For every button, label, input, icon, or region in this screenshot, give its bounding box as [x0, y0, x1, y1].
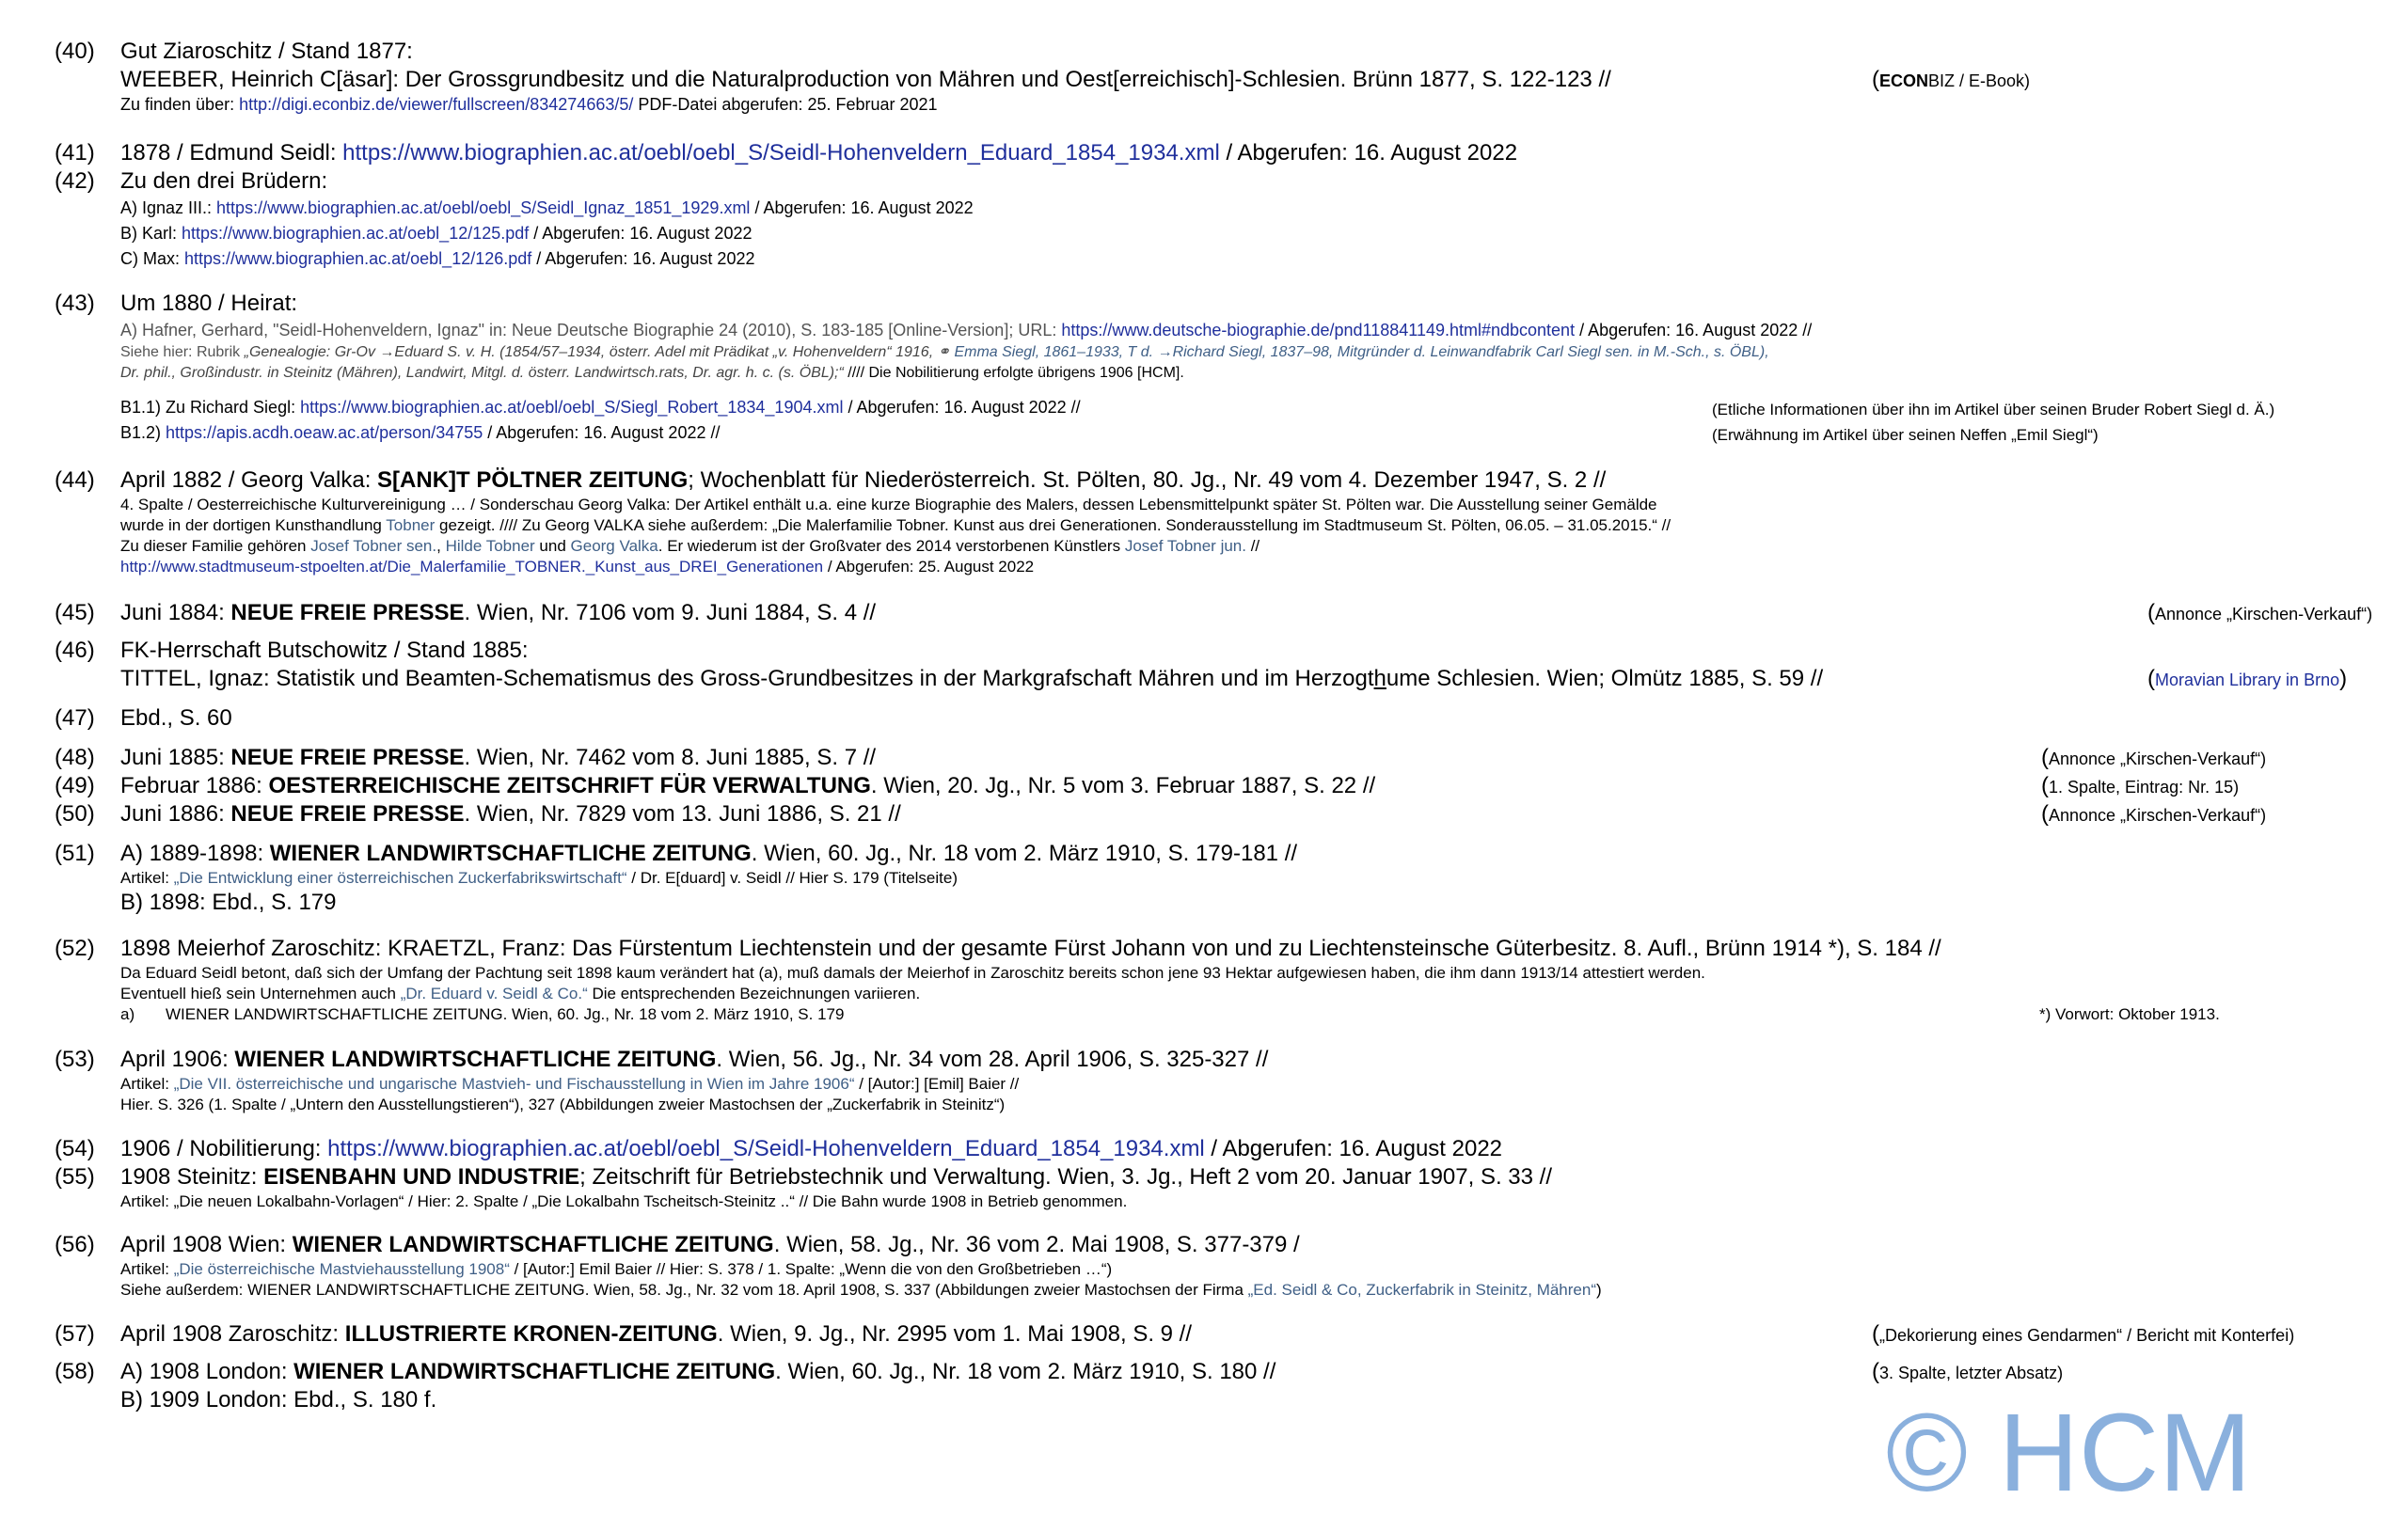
source-note: [1872, 66, 2030, 95]
side-note-paren: (: [2041, 773, 2049, 798]
genealogy-quote: Dr. phil., Großindustr. in Steinitz (Mähren), Landwirt, Mitgl. d. österr. Landwirtsch.rats, Dr. agr. h. c. (s. ÖBL);“: [120, 365, 844, 381]
footnote-text: April 1882 / Georg Valka:: [120, 467, 378, 493]
side-note: *) Vorwort: Oktober 1913.: [2039, 1005, 2220, 1023]
footnote-number: (45): [55, 600, 95, 625]
access-date: / Abgerufen: 16. August 2022: [1219, 140, 1518, 166]
note-text: //// Die Nobilitierung erfolgte übrigens 1906 [HCM].: [843, 365, 1184, 381]
side-note: [2147, 599, 2372, 628]
citation-text: . Wien, 60. Jg., Nr. 18 vom 2. März 1910, S. 179-181 //: [751, 841, 1298, 866]
side-note-paren: (: [2041, 745, 2049, 770]
access-date: / Abgerufen: 16. August 2022: [1204, 1136, 1503, 1161]
footnote-text: A) 1889-1898:: [120, 841, 270, 866]
side-note-paren: (: [1872, 1359, 1879, 1384]
stadtmuseum-link[interactable]: http://www.stadtmuseum-stpoelten.at/Die_Malerfamilie_TOBNER._Kunst_aus_DREI_Generationen: [120, 558, 824, 576]
citation-text: TITTEL, Ignaz: Statistik und Beamten-Schematismus des Gross-Grundbesitzes in der Markgrafschaft Mähren und im Herzogt: [120, 666, 1374, 691]
newspaper-title: WIENER LANDWIRTSCHAFTLICHE ZEITUNG: [234, 1047, 717, 1072]
citation-text: ume Schlesien. Wien; Olmütz 1885, S. 59 //: [1386, 666, 1824, 691]
journal-title: EISENBAHN UND INDUSTRIE: [263, 1164, 580, 1190]
footnote-text: 1906 / Nobilitierung:: [120, 1136, 328, 1161]
side-note: [2041, 744, 2266, 773]
article-link[interactable]: „Die VII. österreichische und ungarische Mastvieh- und Fischausstellung in Wien im Jahre 1906“: [173, 1075, 855, 1093]
copyright-watermark: © HCM: [1886, 1391, 2252, 1515]
footnote-number: (48): [55, 745, 95, 770]
footnote-number: (56): [55, 1232, 95, 1257]
footnote-text: FK-Herrschaft Butschowitz / Stand 1885:: [120, 638, 529, 663]
side-note-paren: (: [2147, 600, 2155, 625]
footnote-number: (49): [55, 773, 95, 798]
ignaz-link[interactable]: https://www.biographien.ac.at/oebl/oebl_S/Seidl_Ignaz_1851_1929.xml: [216, 198, 751, 217]
side-note-text: Annonce „Kirschen-Verkauf“): [2049, 750, 2267, 768]
access-date: PDF-Datei abgerufen: 25. Februar 2021: [633, 95, 938, 114]
side-note-text: Annonce „Kirschen-Verkauf“): [2049, 806, 2267, 825]
newspaper-title: S[ANK]T PÖLTNER ZEITUNG: [377, 467, 689, 493]
footnote-text: Juni 1886:: [120, 801, 231, 827]
footnote-text: 1908 Steinitz:: [120, 1164, 264, 1190]
access-date: / Abgerufen: 16. August 2022: [531, 249, 755, 268]
deutsche-biographie-link[interactable]: https://www.deutsche-biographie.de/pnd118841149.html#ndbcontent: [1061, 321, 1576, 339]
footnote-text: April 1906:: [120, 1047, 235, 1072]
citation-text: . Wien, 56. Jg., Nr. 34 vom 28. April 1906, S. 325-327 //: [716, 1047, 1269, 1072]
access-date: / Abgerufen: 16. August 2022: [529, 224, 752, 243]
side-note: (Etliche Informationen über ihn im Artikel über seinen Bruder Robert Siegl d. Ä.): [1712, 401, 2275, 418]
note-text: Artikel:: [120, 869, 174, 887]
citation-text: . Wien, 58. Jg., Nr. 36 vom 2. Mai 1908, S. 377-379 /: [773, 1232, 1300, 1257]
newspaper-title: NEUE FREIE PRESSE: [230, 600, 465, 625]
citation-text: ; Zeitschrift für Betriebstechnik und Verwaltung. Wien, 3. Jg., Heft 2 vom 20. Januar 1907, S. 33 //: [579, 1164, 1552, 1190]
citation-text: . Wien, 60. Jg., Nr. 18 vom 2. März 1910, S. 180 //: [775, 1359, 1276, 1384]
genealogy-link-text: Emma Siegl, 1861–1933, T d. →Richard Siegl, 1837–98, Mitgründer d. Leinwandfabrik Carl Siegl sen. in M.-Sch., s. ÖBL),: [954, 344, 1769, 360]
source-note-paren: (: [1872, 67, 1879, 92]
citation-text: . Wien, Nr. 7106 vom 9. Juni 1884, S. 4 //: [464, 600, 877, 625]
note-text: wurde in der dortigen Kunsthandlung: [120, 516, 387, 534]
source-note-rest: BIZ / E-Book): [1928, 71, 2031, 90]
footnote-number: (52): [55, 936, 95, 961]
citation-text: A) Hafner, Gerhard, "Seidl-Hohenveldern, Ignaz" in: Neue Deutsche Biographie 24 (2010), S. 183-185 [Online-Version]; URL:: [120, 321, 1062, 339]
note-text: / Dr. E[duard] v. Seidl // Hier S. 179 (Titelseite): [626, 869, 958, 887]
side-note-text: „Dekorierung eines Gendarmen“ / Bericht mit Konterfei): [1879, 1326, 2295, 1345]
newspaper-title: WIENER LANDWIRTSCHAFTLICHE ZEITUNG: [292, 1232, 774, 1257]
note-text: 4. Spalte / Oesterreichische Kulturvereinigung … / Sonderschau Georg Valka: Der Artikel enthält u.a. eine kurze Biographie des Malers, dessen Lebensmittelpunkt später St. Pölten war. Die Ausstellung seiner Gemälde: [120, 496, 1657, 513]
note-text: Artikel: „Die neuen Lokalbahn-Vorlagen“ / Hier: 2. Spalte / „Die Lokalbahn Tscheitsch-Steinitz ..“ // Die Bahn wurde 1908 in Betrieb genommen.: [120, 1192, 1128, 1210]
note-text: WIENER LANDWIRTSCHAFTLICHE ZEITUNG. Wien, 60. Jg., Nr. 18 vom 2. März 1910, S. 179: [166, 1005, 845, 1023]
footnote-number: (54): [55, 1136, 95, 1161]
footnote-number: (41): [55, 140, 95, 166]
access-prefix: Zu finden über:: [120, 95, 240, 114]
side-note: [2147, 665, 2347, 694]
side-note-paren: (: [2041, 801, 2049, 827]
side-note-paren: ): [2339, 666, 2348, 691]
citation-text: ; Wochenblatt für Niederösterreich. St. Pölten, 80. Jg., Nr. 49 vom 4. Dezember 1947, S. 2 //: [688, 467, 1607, 493]
citation-text: WEEBER, Heinrich C[äsar]: Der Grossgrundbesitz und die Naturalproduction von Mähren und Oest[erreichisch]-Schlesien. Brünn 1877, S. 122-123 //: [120, 67, 1611, 92]
citation-text: . Wien, Nr. 7829 vom 13. Juni 1886, S. 21 //: [464, 801, 901, 827]
footnote-text: April 1908 Wien:: [120, 1232, 293, 1257]
article-link[interactable]: „Die Entwicklung einer österreichischen Zuckerfabrikswirtschaft“: [173, 869, 627, 887]
moravian-library-link[interactable]: Moravian Library in Brno: [2155, 671, 2340, 689]
note-text: . Er wiederum ist der Großvater des 2014 verstorbenen Künstlers: [657, 537, 1125, 555]
footnote-number: (42): [55, 168, 95, 194]
side-note: (Erwähnung im Artikel über seinen Neffen „Emil Siegl“): [1712, 426, 2099, 444]
side-note-paren: (: [1872, 1321, 1879, 1347]
side-note-paren: (: [2147, 666, 2155, 691]
footnote-number: (46): [55, 638, 95, 663]
note-text: Zu dieser Familie gehören: [120, 537, 311, 555]
item-label: A) Ignaz III.:: [120, 198, 217, 217]
max-link[interactable]: https://www.biographien.ac.at/oebl_12/126.pdf: [184, 249, 532, 268]
footnote-number: (50): [55, 801, 95, 827]
footnote-number: (58): [55, 1359, 95, 1384]
footnote-text: Zu den drei Brüdern:: [120, 168, 328, 194]
source-note-bold: ECON: [1879, 71, 1929, 90]
access-date: / Abgerufen: 16. August 2022: [750, 198, 974, 217]
footnote-number: (43): [55, 291, 95, 316]
footnote-number: (51): [55, 841, 95, 866]
note-text: Da Eduard Seidl betont, daß sich der Umfang der Pachtung seit 1898 kaum verändert hat (a), muß damals der Meierhof in Zaroschitz bereits schon jene 93 Hektar aufgewiesen haben, die ihm dann 1913/14 attestiert werden.: [120, 964, 1705, 982]
footnote-number: (57): [55, 1321, 95, 1347]
footnote-number: (53): [55, 1047, 95, 1072]
item-label: B1.2): [120, 423, 166, 442]
note-text: Siehe hier: Rubrik: [120, 344, 245, 360]
access-date: / Abgerufen: 16. August 2022 //: [1575, 321, 1813, 339]
genealogy-quote: „Genealogie: Gr-Ov →Eduard S. v. H. (1854/57–1934, österr. Adel mit Prädikat „v. Hohenveldern“ 1916, ⚭: [244, 344, 955, 360]
side-note: [2041, 800, 2266, 829]
person-link[interactable]: Josef Tobner sen.: [310, 537, 437, 555]
separator: ,: [436, 537, 446, 555]
footnote-text: Februar 1886:: [120, 773, 269, 798]
note-text: gezeigt. //// Zu Georg VALKA siehe außerdem: „Die Malerfamilie Tobner. Kunst aus drei Generationen. Sonderausstellung im Stadtmuseum St. Pölten, 06.05. – 31.05.2015.“ //: [435, 516, 1671, 534]
side-note: [2041, 772, 2239, 801]
footnote-text: Juni 1885:: [120, 745, 231, 770]
tobner-link[interactable]: Tobner: [386, 516, 436, 534]
richard-siegl-link[interactable]: https://www.biographien.ac.at/oebl/oebl_S/Siegl_Robert_1834_1904.xml: [300, 398, 844, 417]
footnote-access: [120, 94, 2350, 116]
access-date: / Abgerufen: 16. August 2022 //: [843, 398, 1081, 417]
citation-text: . Wien, 20. Jg., Nr. 5 vom 3. Februar 1887, S. 22 //: [870, 773, 1376, 798]
note-text: Siehe außerdem: WIENER LANDWIRTSCHAFTLICHE ZEITUNG. Wien, 58. Jg., Nr. 32 vom 18. April 1908, S. 337 (Abbildungen zweier Mastochsen der Firma: [120, 1281, 1248, 1299]
side-note-text: Annonce „Kirschen-Verkauf“): [2155, 605, 2373, 623]
side-note: [1872, 1358, 2063, 1387]
footnote-text: B) 1898: Ebd., S. 179: [120, 890, 337, 915]
separator: und: [534, 537, 571, 555]
biographien-link[interactable]: https://www.biographien.ac.at/oebl/oebl_S/Seidl-Hohenveldern_Eduard_1854_1934.xml: [342, 140, 1220, 166]
footnote-number: (47): [55, 705, 95, 731]
footnote-text: Ebd., S. 60: [120, 705, 232, 731]
newspaper-title: NEUE FREIE PRESSE: [230, 745, 465, 770]
footnote-text: B) 1909 London: Ebd., S. 180 f.: [120, 1387, 437, 1412]
article-link[interactable]: „Die österreichische Mastviehausstellung 1908“: [173, 1260, 510, 1278]
footnote-text: 1878 / Edmund Seidl:: [120, 140, 343, 166]
citation-text: 1898 Meierhof Zaroschitz: KRAETZL, Franz: Das Fürstentum Liechtenstein und der gesamte Fürst Johann von und zu Liechtensteinsche Güterbesitz. 8. Aufl., Brünn 1914 *), S. 184 //: [120, 936, 1941, 961]
newspaper-title: ILLUSTRIERTE KRONEN-ZEITUNG: [344, 1321, 718, 1347]
newspaper-title: WIENER LANDWIRTSCHAFTLICHE ZEITUNG: [269, 841, 752, 866]
side-note: [1872, 1320, 2294, 1349]
side-note-text: 1. Spalte, Eintrag: Nr. 15): [2049, 778, 2240, 797]
footnote-text: Gut Ziaroschitz / Stand 1877:: [120, 39, 413, 64]
footnote-number: (44): [55, 467, 95, 493]
journal-title: OESTERREICHISCHE ZEITSCHRIFT FÜR VERWALTUNG: [268, 773, 871, 798]
newspaper-title: WIENER LANDWIRTSCHAFTLICHE ZEITUNG: [293, 1359, 776, 1384]
company-link[interactable]: „Ed. Seidl & Co, Zuckerfabrik in Steinitz, Mähren“: [1247, 1281, 1596, 1299]
footnote-text: A) 1908 London:: [120, 1359, 294, 1384]
citation-text: . Wien, Nr. 7462 vom 8. Juni 1885, S. 7 //: [464, 745, 877, 770]
note-text: //: [1245, 537, 1260, 555]
note-text: Eventuell hieß sein Unternehmen auch: [120, 985, 401, 1002]
person-link[interactable]: Georg Valka: [570, 537, 658, 555]
underlined-letter: h: [1373, 666, 1386, 691]
footnote-text: April 1908 Zaroschitz:: [120, 1321, 345, 1347]
company-link[interactable]: „Dr. Eduard v. Seidl & Co.“: [400, 985, 588, 1002]
biographien-link[interactable]: https://www.biographien.ac.at/oebl/oebl_S/Seidl-Hohenveldern_Eduard_1854_1934.xml: [327, 1136, 1205, 1161]
note-text: Die entsprechenden Bezeichnungen variieren.: [587, 985, 921, 1002]
note-text: / [Autor:] Emil Baier // Hier: S. 378 / 1. Spalte: „Wenn die von den Großbetrieben …“): [509, 1260, 1113, 1278]
access-date: / Abgerufen: 25. August 2022: [823, 558, 1035, 576]
footnote-number: (55): [55, 1164, 95, 1190]
person-link[interactable]: Hilde Tobner: [445, 537, 535, 555]
note-text: / [Autor:] [Emil] Baier //: [854, 1075, 1020, 1093]
person-link[interactable]: Josef Tobner jun.: [1124, 537, 1246, 555]
newspaper-title: NEUE FREIE PRESSE: [230, 801, 465, 827]
side-note-text: 3. Spalte, letzter Absatz): [1879, 1364, 2064, 1382]
footnote-number: (40): [55, 39, 95, 64]
apis-link[interactable]: https://apis.acdh.oeaw.ac.at/person/34755: [166, 423, 483, 442]
item-label: B) Karl:: [120, 224, 182, 243]
note-text: Artikel:: [120, 1260, 174, 1278]
item-label: B1.1) Zu Richard Siegl:: [120, 398, 301, 417]
karl-link[interactable]: https://www.biographien.ac.at/oebl_12/125.pdf: [182, 224, 530, 243]
item-label: C) Max:: [120, 249, 185, 268]
note-text: Artikel:: [120, 1075, 174, 1093]
econbiz-link[interactable]: http://digi.econbiz.de/viewer/fullscreen/834274663/5/: [239, 95, 634, 114]
citation-text: . Wien, 9. Jg., Nr. 2995 vom 1. Mai 1908, S. 9 //: [717, 1321, 1193, 1347]
note-text: ): [1596, 1281, 1602, 1299]
footnote-text: Juni 1884:: [120, 600, 231, 625]
footnote-text: Um 1880 / Heirat:: [120, 291, 298, 316]
note-text: Hier. S. 326 (1. Spalte / „Untern den Ausstellungstieren“), 327 (Abbildungen zweier Mastochsen der „Zuckerfabrik in Steinitz“): [120, 1096, 1006, 1113]
note-marker: a): [120, 1005, 135, 1023]
access-date: / Abgerufen: 16. August 2022 //: [483, 423, 721, 442]
